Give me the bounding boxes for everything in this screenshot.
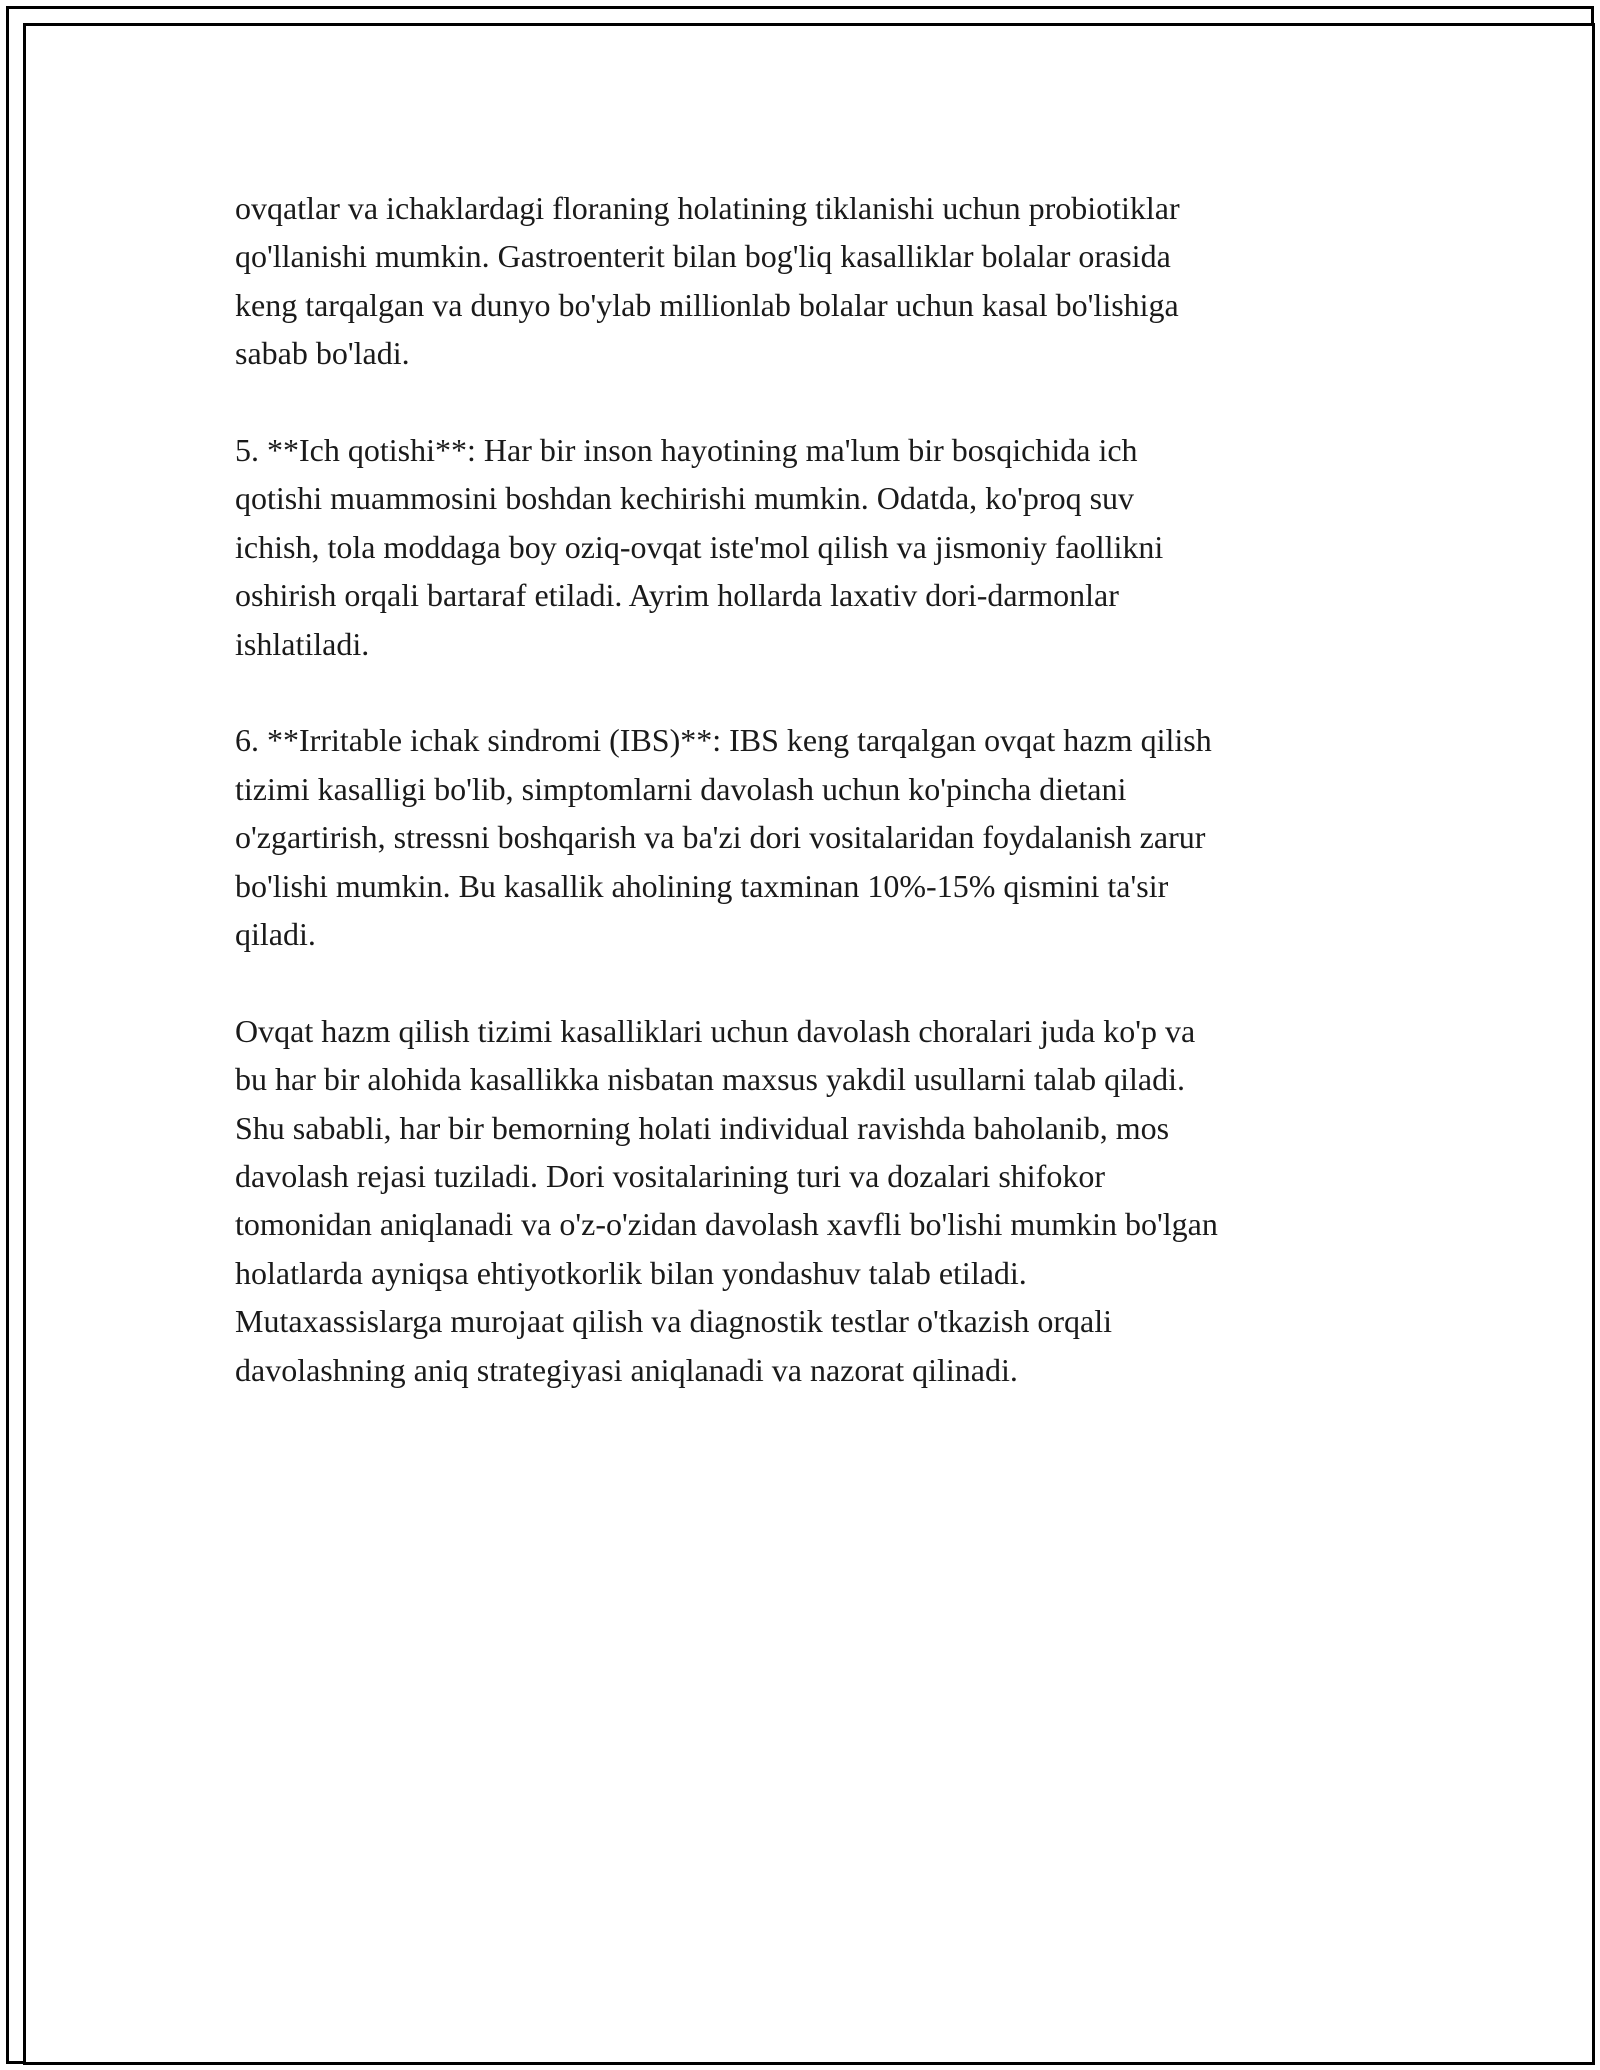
text-line: o'zgartirish, stressni boshqarish va ba'zi dori vositalaridan foydalanish zarur [235,819,1206,856]
text-line: qo'llanishi mumkin. Gastroenterit bilan bog'liq kasalliklar bolalar orasida [235,238,1171,275]
text-line: tizimi kasalligi bo'lib, simptomlarni davolash uchun ko'pincha dietani [235,770,1127,807]
paragraph-constipation [235,426,1365,668]
text-line: holatlarda ayniqsa ehtiyotkorlik bilan yondashuv talab etiladi. [235,1254,1027,1291]
text-line: qiladi. [235,916,316,953]
text-line: Mutaxassislarga murojaat qilish va diagnostik testlar o'tkazish orqali [235,1303,1112,1340]
text-line: tomonidan aniqlanadi va o'z-o'zidan davolash xavfli bo'lishi mumkin bo'lgan [235,1206,1218,1243]
document-body [235,184,1365,1394]
text-line: davolash rejasi tuziladi. Dori vositalarining turi va dozalari shifokor [235,1158,1105,1195]
text-line: qotishi muammosini boshdan kechirishi mumkin. Odatda, ko'proq suv [235,480,1135,517]
text-line: 5. **Ich qotishi**: Har bir inson hayotining ma'lum bir bosqichida ich [235,432,1138,469]
text-line: ichish, tola moddaga boy oziq-ovqat iste'mol qilish va jismoniy faollikni [235,528,1164,565]
text-line: 6. **Irritable ichak sindromi (IBS)**: IBS keng tarqalgan ovqat hazm qilish [235,722,1212,759]
text-line: ovqatlar va ichaklardagi floraning holatining tiklanishi uchun probiotiklar [235,190,1180,226]
text-line: davolashning aniq strategiyasi aniqlanadi va nazorat qilinadi. [235,1351,1018,1388]
text-line: keng tarqalgan va dunyo bo'ylab millionlab bolalar uchun kasal bo'lishiga [235,286,1179,323]
text-line: bo'lishi mumkin. Bu kasallik aholining taxminan 10%-15% qismini ta'sir [235,867,1169,904]
text-line: Shu sababli, har bir bemorning holati individual ravishda baholanib, mos [235,1109,1170,1146]
paragraph-conclusion [235,1007,1365,1394]
text-line: oshirish orqali bartaraf etiladi. Ayrim hollarda laxativ dori-darmonlar [235,577,1119,614]
text-line: sabab bo'ladi. [235,335,410,372]
text-line: Ovqat hazm qilish tizimi kasalliklari uchun davolash choralari juda ko'p va [235,1012,1196,1049]
text-line: bu har bir alohida kasallikka nisbatan maxsus yakdil usullarni talab qiladi. [235,1061,1185,1098]
paragraph-ibs [235,716,1365,958]
text-line: ishlatiladi. [235,625,370,662]
paragraph-probiotics [235,184,1365,378]
